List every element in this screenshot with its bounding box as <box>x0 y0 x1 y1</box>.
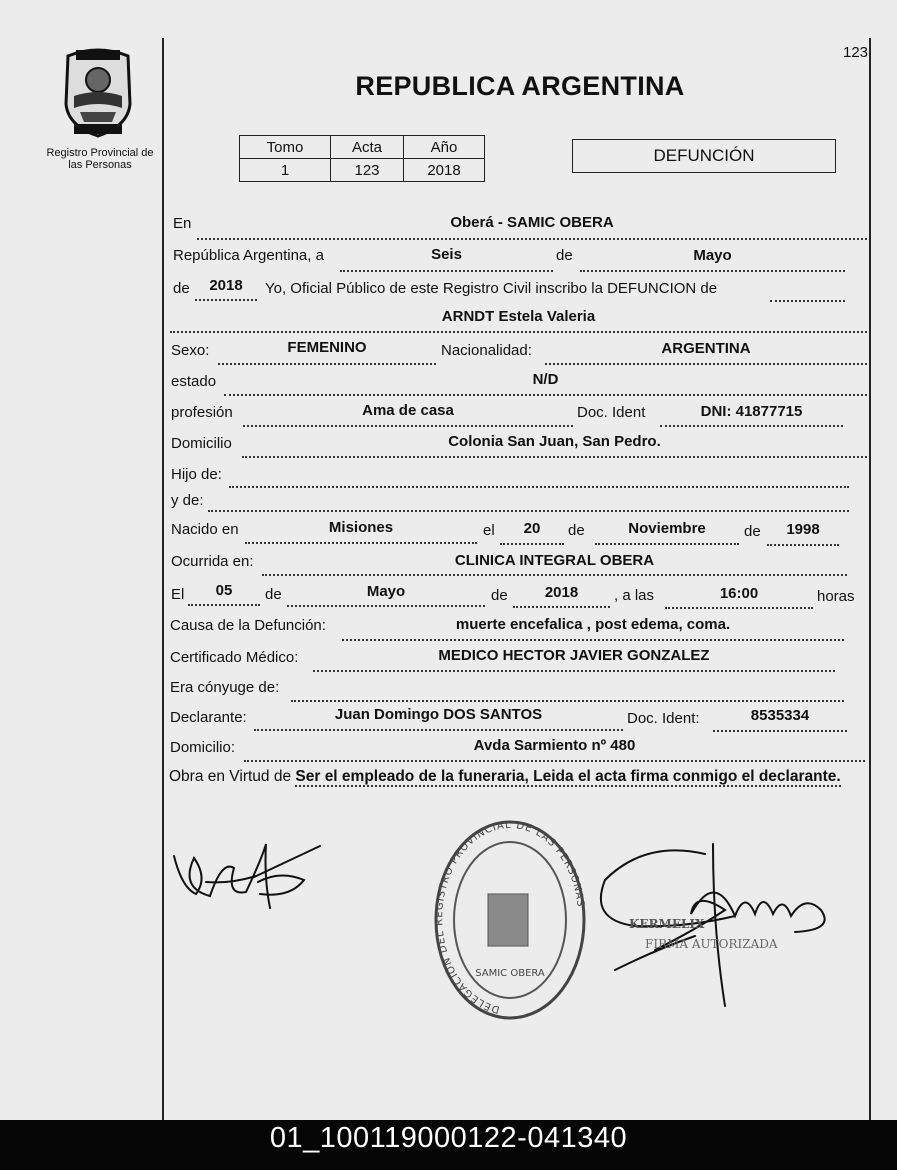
label-republica: República Argentina, a <box>173 247 324 264</box>
label-obra: Obra en Virtud de <box>169 768 292 785</box>
value-declarante-doc: 8535334 <box>750 707 810 724</box>
label-declarante: Declarante: <box>170 709 247 726</box>
value-certificado: MEDICO HECTOR JAVIER GONZALEZ <box>438 647 710 664</box>
declarant-signature <box>170 838 330 918</box>
label-hijo-de: Hijo de: <box>171 466 222 483</box>
value-dia: Seis <box>431 246 462 263</box>
field-line-hijo-de <box>229 466 849 488</box>
value-tomo: 1 <box>240 159 331 182</box>
label-el-1: el <box>483 522 495 539</box>
header-tomo: Tomo <box>240 136 331 159</box>
obra-paragraph <box>169 766 863 788</box>
value-nacimiento-anio: 1998 <box>786 521 820 538</box>
label-nacionalidad: Nacionalidad: <box>441 342 532 359</box>
value-declarante: Juan Domingo DOS SANTOS <box>334 706 543 723</box>
field-line-defuncion-de <box>770 280 845 302</box>
label-el-2: El <box>171 586 185 603</box>
value-nombre: ARNDT Estela Valeria <box>441 308 596 325</box>
page-title: REPUBLICA ARGENTINA <box>355 71 685 101</box>
value-defuncion-dia: 05 <box>215 582 233 599</box>
value-profesion: Ama de casa <box>362 402 454 419</box>
label-certificado: Certificado Médico: <box>170 649 299 666</box>
label-y-de: y de: <box>171 492 204 509</box>
label-ocurrida-en: Ocurrida en: <box>171 553 254 570</box>
registry-name: Registro Provincial de las Personas <box>46 147 154 171</box>
value-anio: 2018 <box>209 277 243 294</box>
value-hora: 16:00 <box>719 585 759 602</box>
value-obra: Ser el empleado de la funeraria, Leida el acta firma conmigo el declarante. <box>295 768 841 785</box>
label-horas: horas <box>817 588 855 605</box>
label-estado: estado <box>171 373 217 390</box>
registry-table-header <box>240 136 485 159</box>
field-line-conyuge <box>291 680 844 702</box>
label-de-3: de <box>568 522 585 539</box>
label-conyuge: Era cónyuge de: <box>170 679 280 696</box>
header-anio: Año <box>404 136 485 159</box>
official-stamp-role: FIRMA AUTORIZADA <box>645 937 778 951</box>
value-nacionalidad: ARGENTINA <box>661 340 751 357</box>
label-en: En <box>173 215 192 232</box>
label-sexo: Sexo: <box>171 342 210 359</box>
value-lugar: Oberá - SAMIC OBERA <box>450 214 614 231</box>
value-nacimiento-dia: 20 <box>523 520 541 537</box>
label-de-1: de <box>556 247 573 264</box>
value-ocurrida-en: CLINICA INTEGRAL OBERA <box>454 552 655 569</box>
registry-table <box>239 135 485 182</box>
label-de-6: de <box>491 587 508 604</box>
value-defuncion-anio: 2018 <box>544 584 579 601</box>
stamp-location: SAMIC OBERA <box>475 968 545 979</box>
value-domicilio: Colonia San Juan, San Pedro. <box>448 433 661 450</box>
label-doc-ident: Doc. Ident <box>577 404 646 421</box>
label-causa: Causa de la Defunción: <box>170 617 326 634</box>
official-signature <box>595 840 835 1010</box>
right-margin-line <box>869 38 871 1120</box>
value-anio: 2018 <box>404 159 485 182</box>
left-margin-line <box>162 38 164 1120</box>
label-de-2: de <box>173 280 190 297</box>
header-acta: Acta <box>331 136 404 159</box>
value-nacido-en: Misiones <box>328 519 394 536</box>
value-estado: N/D <box>532 371 559 388</box>
registry-stamp <box>428 812 593 1032</box>
document-type-box: DEFUNCIÓN <box>572 139 836 173</box>
label-a-las: , a las <box>614 587 655 604</box>
page-number: 123 <box>843 44 869 61</box>
value-sexo: FEMENINO <box>287 339 367 356</box>
label-doc-ident-2: Doc. Ident: <box>627 710 700 727</box>
registry-table-values <box>240 159 485 182</box>
value-nacimiento-mes: Noviembre <box>628 520 706 537</box>
value-declarante-domicilio: Avda Sarmiento nº 480 <box>473 737 636 754</box>
label-domicilio: Domicilio <box>171 435 232 452</box>
document-code: 01_100119000122-041340 <box>269 1122 628 1154</box>
value-defuncion-mes: Mayo <box>366 583 406 600</box>
value-documento: DNI: 41877715 <box>700 403 803 420</box>
label-nacido-en: Nacido en <box>171 521 239 538</box>
label-oficial: Yo, Oficial Público de este Registro Civil inscribo la DEFUNCION de <box>265 280 718 297</box>
official-stamp-name: KERMELIX <box>629 917 705 931</box>
provincial-logo <box>58 44 138 138</box>
value-mes: Mayo <box>693 247 732 264</box>
field-line-y-de <box>208 490 849 512</box>
label-domicilio-2: Domicilio: <box>170 739 236 756</box>
label-de-5: de <box>265 586 282 603</box>
stamp-ring-text: DELEGACIÓN DEL REGISTRO PROVINCIAL DE LAS PERSONAS <box>434 819 586 1015</box>
value-causa: muerte encefalica , post edema, coma. <box>455 616 731 633</box>
label-profesion: profesión <box>171 404 233 421</box>
value-acta: 123 <box>331 159 404 182</box>
label-de-4: de <box>744 523 761 540</box>
